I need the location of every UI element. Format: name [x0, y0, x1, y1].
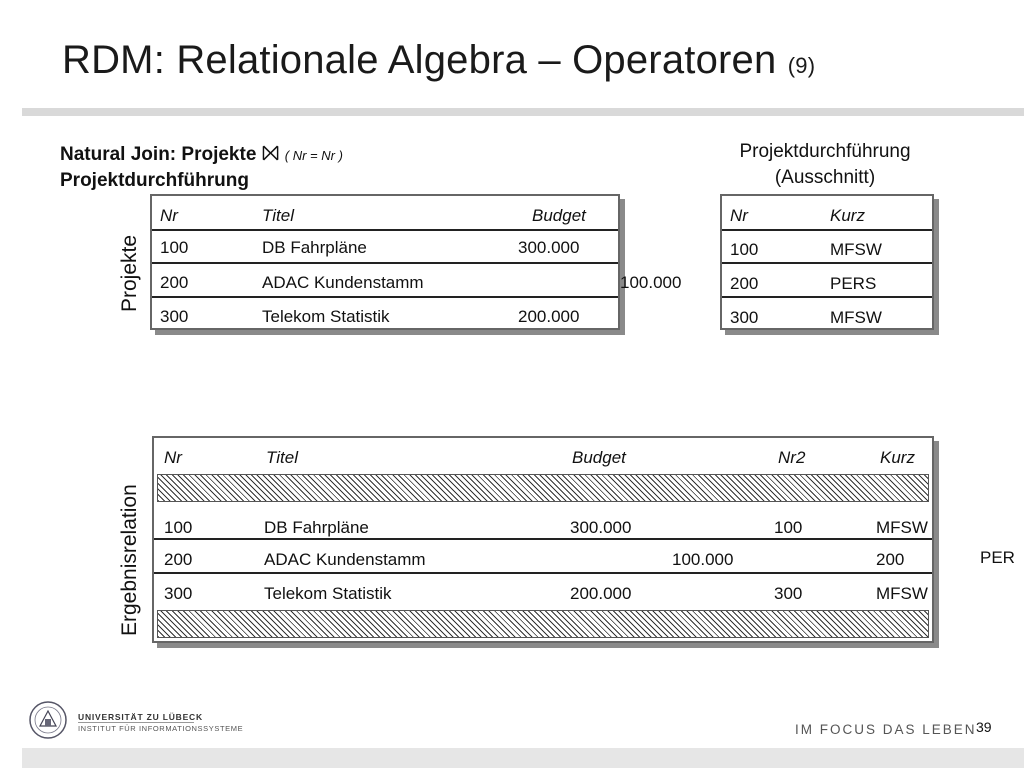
slide-title-number: (9) — [787, 53, 816, 78]
ergebnis-cell-overflow: PER — [980, 548, 1015, 567]
ergebnis-cell: 300 — [164, 584, 193, 603]
projekte-cell: ADAC Kundenstamm — [262, 273, 424, 292]
institute-name: INSTITUT FÜR INFORMATIONSSYSTEME — [78, 724, 244, 733]
hatched-band-bottom — [157, 610, 929, 638]
projekte-cell: 100 — [160, 238, 189, 257]
durchfuehrung-cell: 300 — [730, 308, 759, 327]
projekte-cell: 200 — [160, 273, 189, 292]
durchfuehrung-cell: 100 — [730, 240, 759, 259]
durchfuehrung-cell: MFSW — [830, 240, 882, 259]
projekte-cell: 300.000 — [518, 238, 580, 257]
projekte-header-titel: Titel — [262, 206, 294, 225]
ergebnis-header-budget: Budget — [572, 448, 626, 467]
title-divider — [22, 108, 1024, 116]
table-rule — [152, 296, 618, 298]
slogan: IM FOCUS DAS LEBEN — [795, 722, 977, 737]
durchfuehrung-caption — [708, 139, 942, 191]
footer-band — [22, 748, 1024, 768]
projekte-cell: Telekom Statistik — [262, 307, 390, 326]
table-rule — [722, 229, 932, 231]
ergebnis-cell: 300.000 — [570, 518, 632, 537]
projekte-cell: 300 — [160, 307, 189, 326]
ergebnis-cell: DB Fahrpläne — [264, 518, 369, 537]
ergebnis-label: Ergebnisrelation — [118, 484, 141, 636]
ergebnis-cell: MFSW — [876, 584, 928, 603]
ergebnis-cell: 200 — [164, 550, 193, 569]
projekte-cell: 200.000 — [518, 307, 580, 326]
ergebnis-cell: Telekom Statistik — [264, 584, 392, 603]
ergebnis-cell: ADAC Kundenstamm — [264, 550, 426, 569]
hatched-band-top — [157, 474, 929, 502]
durchfuehrung-caption-line2: (Ausschnitt) — [774, 167, 876, 188]
ergebnis-cell: 200.000 — [570, 584, 632, 603]
ergebnis-header-nr2: Nr2 — [778, 448, 806, 467]
logo-divider — [78, 722, 194, 723]
table-rule — [152, 229, 618, 231]
slide-title-text: RDM: Relationale Algebra – Operatoren — [62, 38, 777, 82]
join-expression-line1 — [60, 140, 343, 166]
slide-title — [62, 38, 815, 83]
ergebnis-cell: 100.000 — [672, 550, 734, 569]
table-rule — [154, 572, 932, 574]
university-seal-icon — [28, 700, 68, 740]
durchfuehrung-cell: 200 — [730, 274, 759, 293]
ergebnis-cell: 300 — [774, 584, 803, 603]
ergebnis-cell: 100 — [164, 518, 193, 537]
ergebnis-cell: MFSW — [876, 518, 928, 537]
durchfuehrung-cell: MFSW — [830, 308, 882, 327]
ergebnis-table — [152, 436, 934, 643]
slide-number: 39 — [976, 719, 992, 735]
join-condition: ( Nr = Nr ) — [284, 148, 343, 163]
join-expression-line2: Projektdurchführung — [60, 170, 249, 191]
durchfuehrung-table — [720, 194, 934, 330]
university-name: UNIVERSITÄT ZU LÜBECK — [78, 712, 203, 722]
projekte-cell: DB Fahrpläne — [262, 238, 367, 257]
ergebnis-header-kurz: Kurz — [880, 448, 915, 467]
projekte-header-nr: Nr — [160, 206, 178, 225]
ergebnis-cell: 200 — [876, 550, 905, 569]
ergebnis-header-titel: Titel — [266, 448, 298, 467]
durchfuehrung-header-kurz: Kurz — [830, 206, 865, 225]
join-symbol-icon: ⨝ — [261, 140, 280, 165]
projekte-table — [150, 194, 620, 330]
ergebnis-cell: 100 — [774, 518, 803, 537]
ergebnis-header-nr: Nr — [164, 448, 182, 467]
durchfuehrung-cell: PERS — [830, 274, 877, 293]
projekte-cell-overflow: 100.000 — [620, 273, 682, 292]
durchfuehrung-caption-line1: Projektdurchführung — [739, 141, 911, 162]
durchfuehrung-header-nr: Nr — [730, 206, 748, 225]
table-rule — [152, 262, 618, 264]
projekte-header-budget: Budget — [532, 206, 586, 225]
projekte-label: Projekte — [118, 234, 141, 312]
join-text: Natural Join: Projekte — [60, 144, 257, 165]
table-rule — [722, 296, 932, 298]
table-rule — [722, 262, 932, 264]
table-rule — [154, 538, 932, 540]
